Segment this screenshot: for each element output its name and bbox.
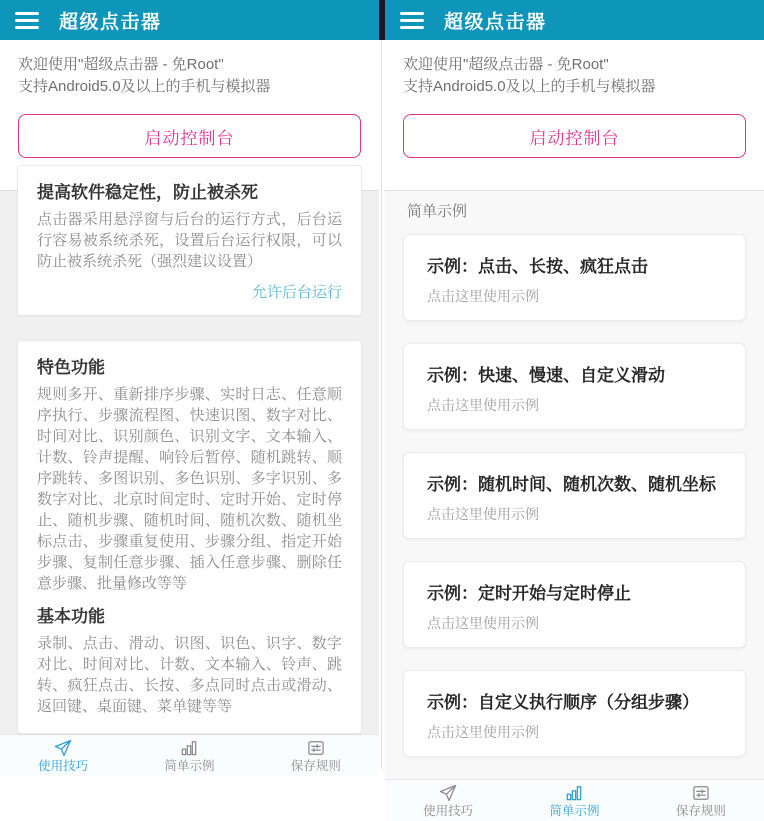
- example-card-click-longpress[interactable]: [403, 234, 746, 321]
- screen-simple-examples: [385, 0, 764, 818]
- nav-label: 简单示例: [549, 804, 600, 818]
- example-title: 示例：随机时间、随机次数、随机坐标: [427, 475, 716, 494]
- menu-icon[interactable]: [15, 12, 39, 29]
- examples-scroll-area[interactable]: [385, 190, 764, 779]
- app-title: 超级点击器: [444, 11, 547, 33]
- features-card: [17, 340, 362, 734]
- stability-card-title: 提高软件稳定性，防止被杀死: [37, 183, 258, 202]
- welcome-line-2: 支持Android5.0及以上的手机与模拟器: [18, 78, 271, 95]
- nav-tab-usage-tips[interactable]: [385, 780, 511, 821]
- allow-background-run-link[interactable]: 允许后台运行: [251, 284, 342, 301]
- menu-icon[interactable]: [400, 12, 424, 29]
- welcome-section: [385, 40, 764, 190]
- welcome-line-2: 支持Android5.0及以上的手机与模拟器: [403, 78, 656, 95]
- example-card-custom-order[interactable]: [403, 670, 746, 757]
- section-label-simple-examples: 简单示例: [407, 203, 468, 220]
- bottom-nav: [385, 779, 764, 821]
- nav-label: 保存规则: [675, 804, 726, 818]
- example-card-swipe[interactable]: [403, 343, 746, 430]
- basic-functions-title: 基本功能: [37, 607, 105, 626]
- example-subtitle: 点击这里使用示例: [427, 724, 539, 740]
- example-title: 示例：点击、长按、疯狂点击: [427, 257, 648, 276]
- rules-icon: [306, 738, 326, 758]
- example-subtitle: 点击这里使用示例: [427, 506, 539, 522]
- example-card-random[interactable]: [403, 452, 746, 539]
- example-title: 示例：定时开始与定时停止: [427, 584, 631, 603]
- bar-chart-icon: [564, 783, 584, 803]
- screen-usage-tips: [0, 0, 379, 773]
- featured-functions-body: 规则多开、重新排序步骤、实时日志、任意顺序执行、步骤流程图、快速识图、数字对比、时间对比、识别颜色、识别文字、文本输入、计数、铃声提醒、响铃后暂停、随机跳转、顺序跳转、多图识别、多色识别、多字识别、多数字对比、北京时间定时、定时开始、定时停止、随机步骤、随机时间、随机次数、随机坐标点击、步骤重复使用、步骤分组、指定开始步骤、复制任意步骤、插入任意步骤、删除任意步骤、批量修改等等: [37, 386, 342, 592]
- bottom-nav: [0, 734, 379, 776]
- launch-console-button[interactable]: 启动控制台: [18, 114, 361, 158]
- nav-tab-saved-rules[interactable]: [253, 735, 379, 776]
- stability-card-body: 点击器采用悬浮窗与后台的运行方式，后台运行容易被系统杀死，设置后台运行权限，可以防止被系统杀死（强烈建议设置）: [37, 211, 342, 270]
- app-bar: [0, 0, 379, 40]
- nav-label: 使用技巧: [423, 804, 474, 818]
- bar-chart-icon: [179, 738, 199, 758]
- example-title: 示例：自定义执行顺序（分组步骤）: [427, 693, 699, 712]
- nav-tab-saved-rules[interactable]: [638, 780, 764, 821]
- example-subtitle: 点击这里使用示例: [427, 288, 539, 304]
- welcome-line-1: 欢迎使用"超级点击器 - 免Root": [403, 56, 609, 73]
- example-title: 示例：快速、慢速、自定义滑动: [427, 366, 665, 385]
- app-bar: [385, 0, 764, 40]
- send-icon: [438, 783, 458, 803]
- tips-scroll-area[interactable]: [0, 183, 379, 734]
- featured-functions-title: 特色功能: [37, 358, 105, 377]
- nav-tab-simple-examples[interactable]: [511, 780, 637, 821]
- basic-functions-body: 录制、点击、滑动、识图、识色、识字、数字对比、时间对比、计数、文本输入、铃声、跳转、疯狂点击、长按、多点同时点击或滑动、返回键、桌面键、菜单键等等: [37, 635, 342, 715]
- rules-icon: [691, 783, 711, 803]
- app-title: 超级点击器: [59, 11, 162, 33]
- example-card-timed[interactable]: [403, 561, 746, 648]
- nav-tab-simple-examples[interactable]: [126, 735, 252, 776]
- nav-label: 简单示例: [164, 759, 215, 773]
- launch-console-button[interactable]: 启动控制台: [403, 114, 746, 158]
- nav-label: 使用技巧: [38, 759, 89, 773]
- send-icon: [53, 738, 73, 758]
- example-subtitle: 点击这里使用示例: [427, 397, 539, 413]
- example-subtitle: 点击这里使用示例: [427, 615, 539, 631]
- welcome-line-1: 欢迎使用"超级点击器 - 免Root": [18, 56, 224, 73]
- nav-label: 保存规则: [290, 759, 341, 773]
- nav-tab-usage-tips[interactable]: [0, 735, 126, 776]
- stability-card: [17, 165, 362, 316]
